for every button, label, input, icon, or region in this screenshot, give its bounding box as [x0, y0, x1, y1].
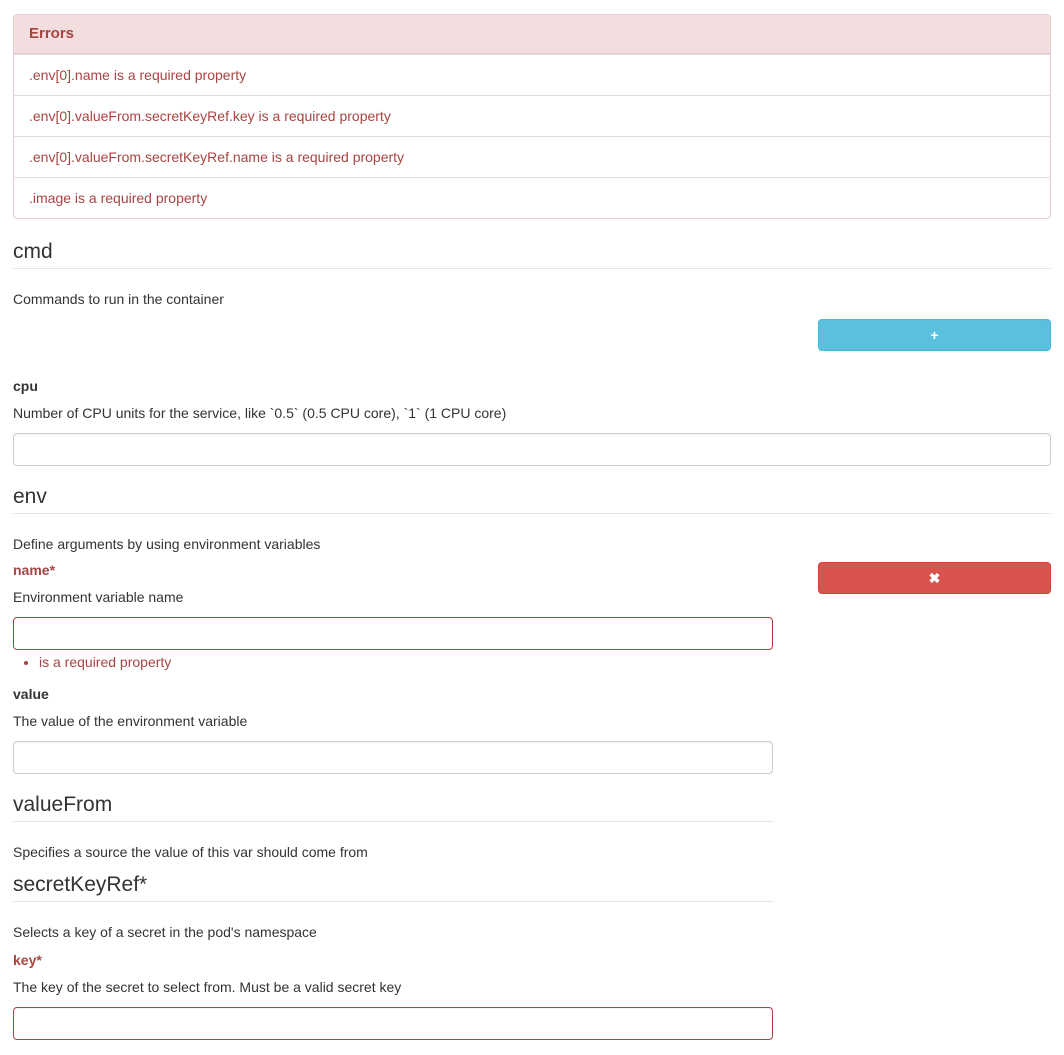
errors-list — [14, 54, 1050, 218]
env-name-field-group — [13, 562, 773, 671]
env-item-toolbar — [818, 562, 1051, 594]
cmd-add-item-button[interactable] — [818, 319, 1051, 351]
env-value-field-description: The value of the environment variable — [13, 713, 248, 729]
errors-panel — [13, 14, 1051, 219]
cmd-section — [13, 241, 1051, 351]
env-array-item — [13, 562, 1051, 1055]
env-name-error-list — [13, 654, 773, 671]
env-name-input[interactable] — [13, 617, 773, 650]
secretkeyref-key-field-description: The key of the secret to select from. Must be a valid secret key — [13, 979, 402, 995]
errors-panel-title: Errors — [14, 15, 1050, 54]
error-list-item: .image is a required property — [14, 177, 1050, 218]
env-item-content — [13, 562, 773, 1055]
env-value-field-label: value — [13, 686, 49, 702]
cmd-array-add-row — [13, 319, 1051, 351]
error-list-item: .env[0].valueFrom.secretKeyRef.name is a required property — [14, 136, 1050, 177]
cpu-field-group — [13, 378, 1051, 466]
valuefrom-section — [13, 794, 773, 1040]
env-remove-item-button[interactable] — [818, 562, 1051, 594]
cpu-field-description: Number of CPU units for the service, like `0.5` (0.5 CPU core), `1` (1 CPU core) — [13, 405, 507, 421]
secretkeyref-section-description: Selects a key of a secret in the pod's namespace — [13, 924, 317, 940]
valuefrom-section-description: Specifies a source the value of this var should come from — [13, 844, 368, 860]
error-list-item: .env[0].name is a required property — [14, 54, 1050, 95]
valuefrom-section-title: valueFrom — [13, 794, 773, 822]
env-value-field-group — [13, 686, 773, 774]
env-section-title: env — [13, 486, 1051, 514]
secretkeyref-key-input[interactable] — [13, 1007, 773, 1040]
cpu-field-label: cpu — [13, 378, 38, 394]
cmd-section-title: cmd — [13, 241, 1051, 269]
plus-icon: + — [930, 327, 939, 343]
env-name-error-item: • is a required property — [39, 654, 773, 671]
secretkeyref-key-field-group — [13, 952, 773, 1040]
error-list-item: .env[0].valueFrom.secretKeyRef.key is a required property — [14, 95, 1050, 136]
env-section-description: Define arguments by using environment variables — [13, 536, 321, 552]
env-value-input[interactable] — [13, 741, 773, 774]
cmd-section-description: Commands to run in the container — [13, 291, 224, 307]
secretkeyref-section-title: secretKeyRef* — [13, 874, 773, 902]
env-name-field-label: name* — [13, 562, 56, 578]
remove-icon: ✖ — [928, 570, 941, 586]
secretkeyref-key-field-label: key* — [13, 952, 42, 968]
cpu-input[interactable] — [13, 433, 1051, 466]
env-name-field-description: Environment variable name — [13, 589, 184, 605]
env-section — [13, 486, 1051, 1055]
secretkeyref-section — [13, 874, 773, 1040]
